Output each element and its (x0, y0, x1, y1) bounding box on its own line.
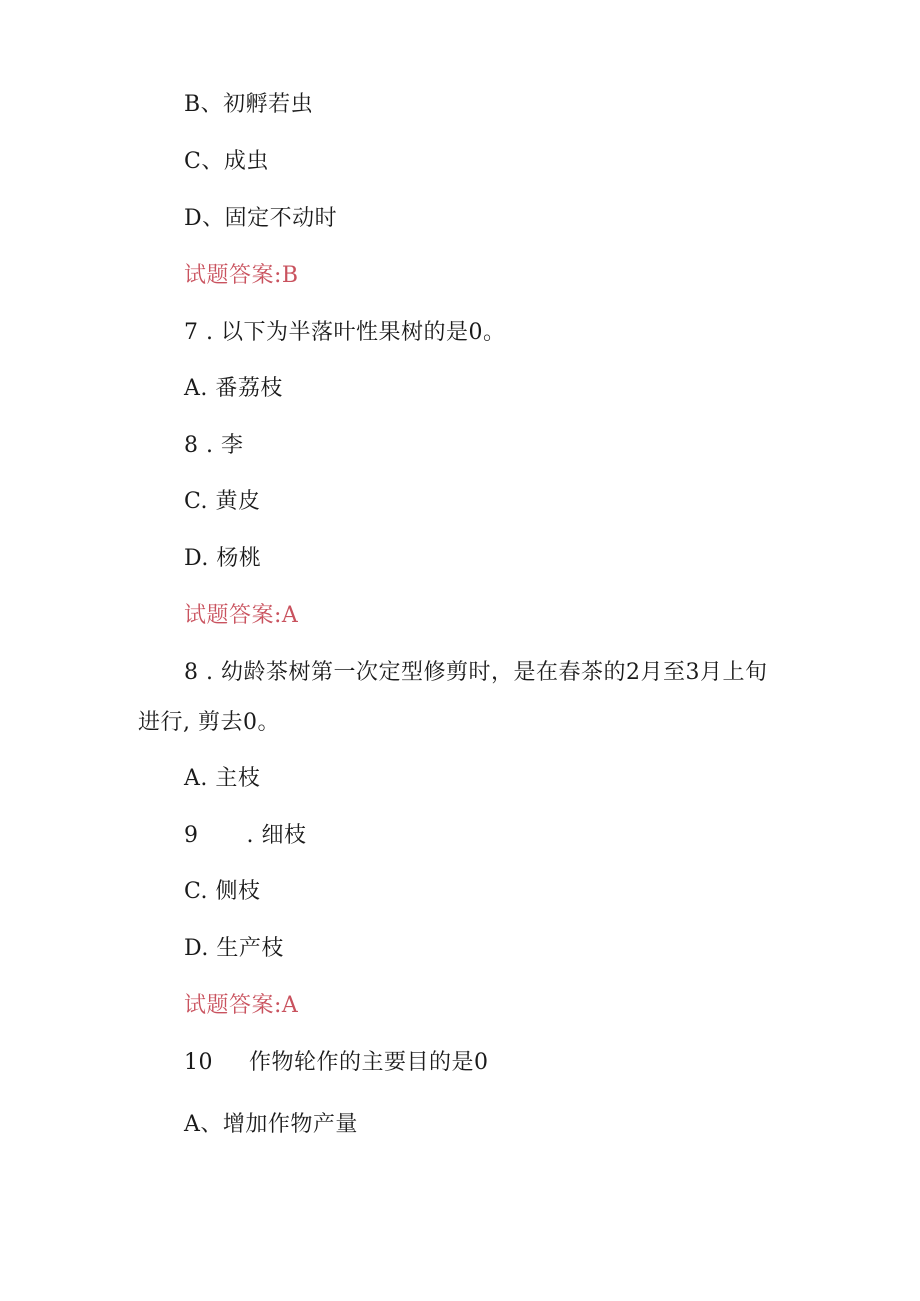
option-a: A. 番荔枝 (184, 376, 283, 401)
option-c: C. 黄皮 (184, 489, 261, 514)
option-a: A、增加作物产量 (184, 1112, 358, 1137)
option-b: 8 . 李 (184, 433, 244, 458)
question-7: 7 . 以下为半落叶性果树的是0。 (184, 320, 506, 345)
option-c: C、成虫 (184, 149, 269, 174)
option-b-text: . 细枝 (246, 823, 307, 848)
option-b-number: 9 (184, 823, 199, 848)
option-b: B、初孵若虫 (184, 92, 314, 117)
answer-line: 试题答案:A (184, 993, 299, 1018)
option-d: D、固定不动时 (184, 206, 338, 231)
question-10-text: 作物轮作的主要目的是0 (249, 1050, 489, 1075)
option-d: D. 杨桃 (184, 546, 262, 571)
option-c: C. 侧枝 (184, 879, 261, 904)
option-a: A. 主枝 (184, 766, 261, 791)
question-10 (184, 1048, 489, 1078)
option-d: D. 生产枝 (184, 936, 284, 961)
question-10-number: 10 (184, 1050, 213, 1075)
option-b (184, 821, 307, 851)
question-8-line-1: 8 . 幼龄茶树第一次定型修剪时，是在春茶的2月至3月上旬 (184, 660, 768, 685)
answer-line: 试题答案:A (184, 603, 299, 628)
answer-line: 试题答案:B (184, 263, 299, 288)
question-8-line-2: 进行, 剪去0。 (138, 710, 280, 735)
